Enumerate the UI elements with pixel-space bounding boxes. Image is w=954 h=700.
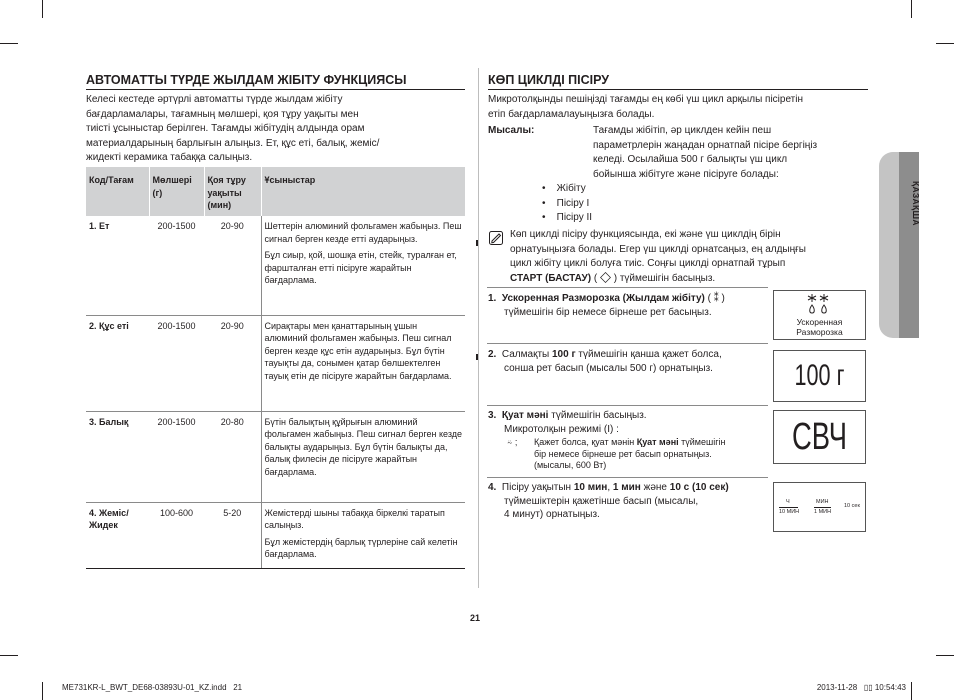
col-time: Қоя тұру уақыты (мин) xyxy=(204,167,261,216)
step-3-hint: Қажет болса, қуат мәнін Қуат мәні түймешігін бір немесе бірнеше рет басып орнатыңыз. (мысалы, 600 Вт) xyxy=(534,437,726,470)
example-label: Мысалы: xyxy=(488,125,535,136)
divider-tick xyxy=(476,354,478,360)
footer-file: ME731KR-L_BWT_DE68-03893U-01_KZ.indd 21 xyxy=(62,683,243,692)
display-power: СВЧ xyxy=(773,410,866,464)
col-code: Код/Тағам xyxy=(86,167,149,216)
language-tab-accent xyxy=(899,152,919,338)
table-row: 3. Балық 200-1500 20-80 Бүтін балықтың құйрығын алюминий фольгамен жабыңыз. Пеш сигнал берген кезде балықты аударыңыз. Бұл бүтін балықты да, балық филесін де пісіруге жарайтын бағдарлама. xyxy=(86,411,465,502)
table-row: 4. Жеміс/ Жидек 100-600 5-20 Жемістерді шыны табаққа біркелкі таратып салыңыз. Бұл жемістердің барлық түрлеріне сай келетін бағдарлама. xyxy=(86,502,465,569)
crop-mark xyxy=(936,655,954,656)
crop-mark xyxy=(42,0,43,18)
step-separator xyxy=(487,477,768,478)
defrost-table xyxy=(86,167,465,569)
crop-mark xyxy=(911,0,912,18)
example-text: Тағамды жібітіп, әр циклден кейін пеш параметрлерін жаңадан орнатпай пісіре бергіңіз келеді. Осылайша 500 г балықты үш цикл бойынша жібітуге және пісіруге болады: xyxy=(593,125,818,180)
step-2: 2. Салмақты 100 г түймешігін қанша қажет болса, сонша рет басып (мысалы 500 г) орнатыңыз. xyxy=(488,349,722,374)
left-heading: АВТОМАТТЫ ТҮРДЕ ЖЫЛДАМ ЖІБІТУ ФУНКЦИЯСЫ xyxy=(86,73,407,87)
step-separator xyxy=(487,405,768,406)
snowflake-drop-icon xyxy=(804,293,834,315)
step-4: 4. Пісіру уақытын 10 мин, 1 мин және 10 с (10 сек) түймешіктерін қажетінше басып (мысалы, 4 минут) орнатыңыз. xyxy=(488,482,729,520)
note-text: Көп циклді пісіру функциясында, екі және үш циклдің бірін орнатуыңызға болады. Егер үш циклді орнатсаңыз, ең алдыңғы цикл жібіту циклі болуға тиіс. Соңғы циклді орнатпай тұрып СТАРТ (БАСТАУ) ( ) түймешігін басыңыз. xyxy=(510,229,806,284)
col-tips: Ұсыныстар xyxy=(261,167,465,216)
right-heading-rule xyxy=(488,89,868,90)
right-intro: Микротолқынды пешіңізді тағамды ең көбі үш цикл арқылы пісіретін етіп бағдарламалауыңызға болады. xyxy=(488,94,804,120)
crop-mark xyxy=(0,655,18,656)
left-intro: Келесі кестеде әртүрлі автоматты түрде жылдам жібіту бағдарламалары, тағамның мөлшері, қоя тұру уақыты мен тиісті ұсыныстар берілген. Тағамды жібітудің алдында орам материалдарының барлығын алыңыз. Ет, құс еті, балық, жеміс/ жидекті керамика табаққа салыңыз. xyxy=(86,94,380,163)
language-tab-label: ҚАЗАҚША xyxy=(911,181,921,226)
table-row: 2. Құс еті 200-1500 20-90 Сирақтары мен қанаттарының ұшын алюминий фольгамен жабыңыз. Пеш сигнал берген кезде құс етін аударыңыз. Бұл бүтін тауықты да, сонымен қатар бөлшектелген тауық етін де пісіруге жарайтын бағдарлама. xyxy=(86,315,465,411)
page-number: 21 xyxy=(470,613,481,623)
start-icon xyxy=(600,272,611,283)
crop-mark xyxy=(42,682,43,700)
footer-timestamp: 2013-11-28 ▯▯ 10:54:43 xyxy=(816,683,906,692)
step-3: 3. Қуат мәні түймешігін басыңыз. Микротолқын режимі (I) : xyxy=(488,410,647,435)
left-heading-rule xyxy=(86,89,465,90)
table-header-row xyxy=(86,167,465,216)
display-time-buttons: Ч 10 МИН МИН 1 МИН 10 сек xyxy=(773,482,866,532)
step-separator xyxy=(487,287,768,288)
crop-mark xyxy=(936,43,954,44)
table-row: 1. Ет 200-1500 20-90 Шеттерін алюминий фольгамен жабыңыз. Пеш сигнал берген кезде етті аударыңыз. Бұл сиыр, қой, шошқа етін, стейк, туралған ет, фаршталған етті пісіруге жарайтын бағдарлама. xyxy=(86,216,465,315)
crop-mark xyxy=(911,682,912,700)
display-weight: 100 г xyxy=(773,350,866,402)
step-separator xyxy=(487,343,768,344)
table-bottom-rule xyxy=(86,568,465,569)
column-divider xyxy=(478,68,479,588)
crop-mark xyxy=(0,43,18,44)
display-defrost: Ускоренная Разморозка xyxy=(773,290,866,340)
example-bullets xyxy=(542,182,592,226)
hint-icon: ⍨ ; xyxy=(507,437,518,447)
list-item: • Пісіру I xyxy=(542,197,590,209)
list-item: • Жібіту xyxy=(542,183,586,194)
divider-tick xyxy=(476,240,478,246)
note-icon xyxy=(489,231,503,245)
list-item: • Пісіру II xyxy=(542,212,593,223)
col-amount: Мөлшері (г) xyxy=(149,167,204,216)
defrost-icon: ⁑ xyxy=(713,293,719,304)
step-1: 1. Ускоренная Разморозка (Жылдам жібіту) ( ⁑ ) түймешігін бір немесе бірнеше рет басыңыз. xyxy=(488,293,725,318)
right-heading: КӨП ЦИКЛДІ ПІСІРУ xyxy=(488,73,610,87)
